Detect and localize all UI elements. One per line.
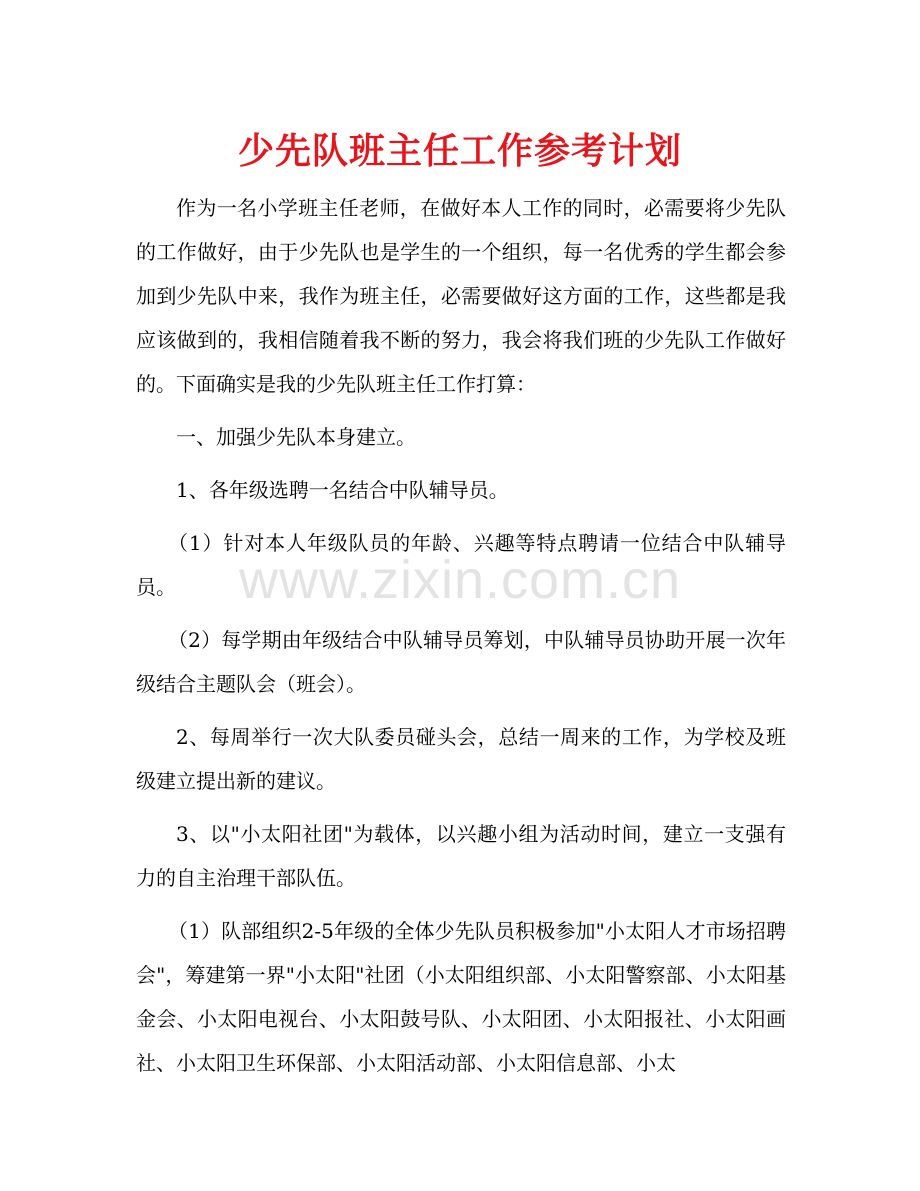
sub-list-item: （1）针对本人年级队员的年龄、兴趣等特点聘请一位结合中队辅导员。 bbox=[136, 531, 786, 599]
section-heading: 一、加强少先队本身建立。 bbox=[176, 425, 416, 449]
list-item: 1、各年级选聘一名结合中队辅导员。 bbox=[176, 478, 509, 502]
document-title: 少先队班主任工作参考计划 bbox=[237, 131, 682, 172]
document-body bbox=[136, 186, 786, 1094]
list-item: 3、以"小太阳社团"为载体，以兴趣小组为活动时间，建立一支强有力的自主治理干部队伍。 bbox=[136, 822, 786, 890]
intro-paragraph: 作为一名小学班主任老师，在做好本人工作的同时，必需要将少先队的工作做好，由于少先队也是学生的一个组织，每一名优秀的学生都会参加到少先队中来，我作为班主任，必需要做好这方面的工作，这些都是我应该做到的，我相信随着我不断的努力，我会将我们班的少先队工作做好的。下面确实是我的少先队班主任工作打算： bbox=[136, 196, 786, 396]
sub-list-item: （1）队部组织2-5年级的全体少先队员积极参加"小太阳人才市场招聘会"，筹建第一界"小太阳"社团（小太阳组织部、小太阳警察部、小太阳基金会、小太阳电视台、小太阳鼓号队、小太阳团、小太阳报社、小太阳画社、小太阳卫生环保部、小太阳活动部、小太阳信息部、小太 bbox=[136, 919, 786, 1075]
sub-list-item: （2）每学期由年级结合中队辅导员筹划，中队辅导员协助开展一次年级结合主题队会（班会）。 bbox=[136, 628, 786, 696]
list-item: 2、每周举行一次大队委员碰头会，总结一周来的工作，为学校及班级建立提出新的建议。 bbox=[136, 725, 786, 793]
watermark: www.zixin.com.cn bbox=[238, 550, 682, 610]
